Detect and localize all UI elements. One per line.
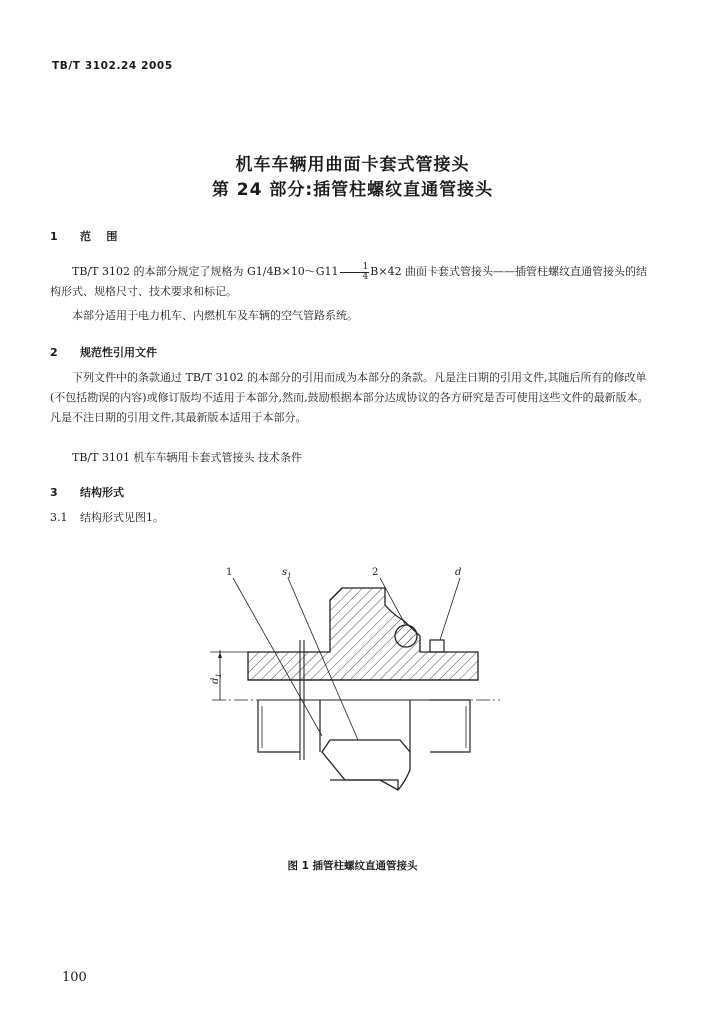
section-1-title: 范 围: [80, 230, 118, 243]
label-d: d: [455, 567, 462, 578]
section-1-number: 1: [50, 230, 58, 243]
section-2-reference: TB/T 3101 机车车辆用卡套式管接头 技术条件: [72, 451, 302, 464]
section-2-title: 规范性引用文件: [80, 346, 157, 359]
tube-left: [258, 700, 300, 752]
standard-number: TB/T 3102.24 2005: [52, 60, 173, 72]
thread-groove: [430, 640, 444, 652]
nut: [322, 740, 410, 790]
fraction-denominator: 4: [362, 271, 369, 282]
section-3-number: 3: [50, 486, 58, 499]
dim-d1: $d_1$: [210, 673, 223, 684]
section-2-number: 2: [50, 346, 58, 359]
tube-right: [430, 700, 470, 752]
subsection-number: 3.1: [50, 511, 68, 524]
o-ring-seal: [395, 625, 417, 647]
para-1-text-a: TB/T 3102 的本部分规定了规格为 G1/4B×10～G1: [72, 265, 332, 278]
figure-caption: 图 1 插管柱螺纹直通管接头: [287, 860, 418, 872]
subsection-text: 结构形式见图1。: [80, 511, 164, 524]
para-1-text-b: B×42 曲面卡套式管接头——插管柱螺纹直通管接头的结构形式、规格尺寸、技术要求和标记。: [50, 265, 648, 298]
label-1: 1: [226, 567, 233, 578]
section-1-para-2: 本部分适用于电力机车、内燃机车及车辆的空气管路系统。: [72, 309, 358, 322]
section-2-para-1: 下列文件中的条款通过 TB/T 3102 的本部分的引用而成为本部分的条款。凡是注日期的引用文件,其随后所有的修改单(不包括勘误的内容)或修订版均不适用于本部分,然而,鼓励根据本部分达成协议的各方研究是否可使用这些文件的最新版本。凡是不注日期的引用文件,其最新版本适用于本部分。: [50, 371, 649, 424]
label-2: 2: [372, 567, 379, 578]
title-line-2: 第 24 部分:插管柱螺纹直通管接头: [211, 180, 494, 200]
label-s1: $s_1$: [282, 567, 292, 580]
section-3-title: 结构形式: [80, 486, 124, 499]
title-line-1: 机车车辆用曲面卡套式管接头: [235, 155, 470, 175]
fraction-numerator: 1: [340, 263, 370, 273]
frac-whole: 1: [331, 265, 339, 278]
page-number: 100: [62, 970, 87, 985]
